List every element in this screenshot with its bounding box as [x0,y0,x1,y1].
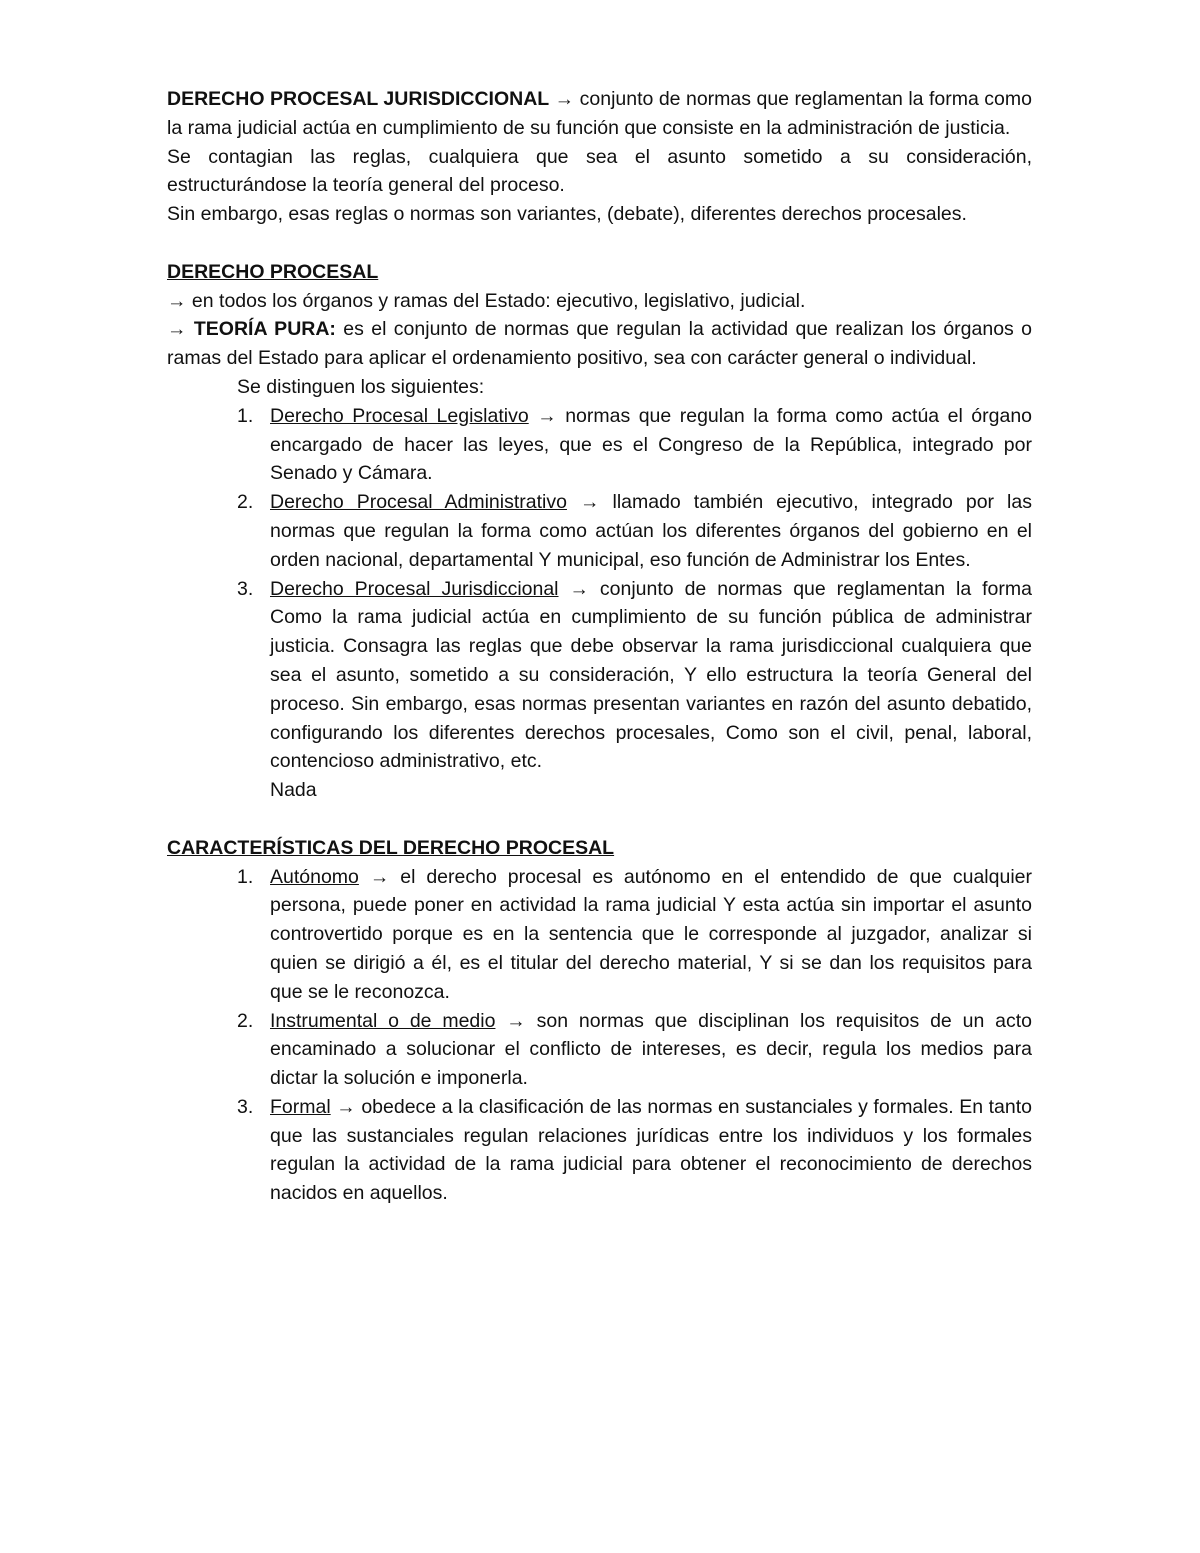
list-number: 2. [237,1009,254,1032]
list-item [167,488,1032,574]
list-item [167,1093,1032,1208]
arrow-icon: → [579,491,600,514]
list-item-term: Instrumental o de medio [270,1009,496,1032]
list-item-body: normas que regulan la forma como actúa el órgano encargado de hacer las leyes, que es el Congreso de la República, integrado por Senado y Cámara. [270,404,1033,485]
sec3-heading-line [167,834,1032,863]
arrow-icon: → [506,1009,526,1032]
list-item-text [270,1007,1032,1093]
list-item-text [270,488,1032,574]
list-number: 3. [237,577,254,600]
list-item-term: Derecho Procesal Jurisdiccional [270,577,559,600]
sec1-paragraph-3: Sin embargo, esas reglas o normas son variantes, (debate), diferentes derechos procesales. [167,203,967,226]
teoria-pura-text: es el conjunto de normas que regulan la actividad que realizan los órganos o ramas del Estado para aplicar el ordenamiento positivo, sea con carácter general o individual. [167,318,1033,370]
sec1-definition-paragraph [167,85,1032,143]
list-item-body: obedece a la clasificación de las normas en sustanciales y formales. En tanto que las sustanciales regulan relaciones jurídicas entre los individuos y los formales regulan la actividad de la rama judicial para obtener el reconocimiento de derechos nacidos en aquellos. [270,1095,1032,1205]
list-number: 2. [237,491,254,514]
list-item-term: Autónomo [270,865,359,888]
list-item-term: Derecho Procesal Administrativo [270,491,567,514]
list-item-term: Formal [270,1095,331,1118]
arrow-icon: → [569,577,589,600]
list-item-extra: Nada [270,779,317,802]
arrow-icon: → [369,865,390,888]
arrow-icon: → [167,289,187,312]
sec3-heading: CARACTERÍSTICAS DEL DERECHO PROCESAL [167,836,615,859]
sec2-heading-line [167,258,1032,287]
sec1-definition: conjunto de normas que reglamentan la forma como la rama judicial actúa en cumplimiento de su función que consiste en la administración de justicia. [167,88,1032,139]
list-item-body: llamado también ejecutivo, integrado por las normas que regulan la forma como actúan los diferentes órganos del gobierno en el orden nacional, departamental Y municipal, eso función de Administrar los Entes. [270,491,1032,571]
arrow-icon: → [554,88,575,110]
sec2-intro: Se distinguen los siguientes: [237,375,485,398]
list-number: 1. [237,404,254,427]
sec2-teoria-pura [167,315,1032,373]
list-number: 3. [237,1095,254,1118]
list-item-text [270,1093,1032,1208]
sec2-heading: DERECHO PROCESAL [167,260,379,283]
list-item-text [270,575,1032,805]
document-body [167,85,1032,1208]
sec2-line-1 [167,287,1032,316]
arrow-icon: → [336,1095,356,1118]
teoria-pura-label: TEORÍA PURA: [193,318,336,341]
arrow-icon: → [537,404,557,427]
list-item-body: el derecho procesal es autónomo en el entendido de que cualquier persona, puede poner en actividad la rama judicial Y esta actúa sin importar el asunto controvertido porque es en la sentencia que le corresponde al juzgador, analizar si quien se dirigió a él, es el titular del derecho material, Y si se dan los requisitos para que se le reconozca. [270,865,1032,1003]
list-item [167,402,1032,488]
sec2-line-1-text: en todos los órganos y ramas del Estado: ejecutivo, legislativo, judicial. [186,289,806,312]
list-item-body: conjunto de normas que reglamentan la forma Como la rama judicial actúa en cumplimiento de su función pública de administrar justicia. Consagra las reglas que debe observar la rama jurisdiccional cualquiera que sea el asunto, sometido a su consideración, Y ello estructura la teoría General del proceso. Sin embargo, esas normas presentan variantes en razón del asunto debatido, configurando los diferentes derechos procesales, Como son el civil, penal, laboral, contencioso administrativo, etc. [270,577,1032,773]
list-item-text [270,863,1032,1007]
list-item-text [270,402,1032,488]
list-number: 1. [237,865,254,888]
list-item [167,1007,1032,1093]
list-item [167,863,1032,1007]
sec1-heading: DERECHO PROCESAL JURISDICCIONAL [167,88,550,110]
arrow-icon: → [167,318,187,341]
sec1-paragraph-2: Se contagian las reglas, cualquiera que sea el asunto sometido a su consideración, estructurándose la teoría general del proceso. [167,145,1032,197]
list-item-term: Derecho Procesal Legislativo [270,404,529,427]
list-item-body: son normas que disciplinan los requisitos de un acto encaminado a solucionar el conflicto de intereses, es decir, regula los medios para dictar la solución e imponerla. [270,1009,1032,1090]
list-item [167,575,1032,805]
